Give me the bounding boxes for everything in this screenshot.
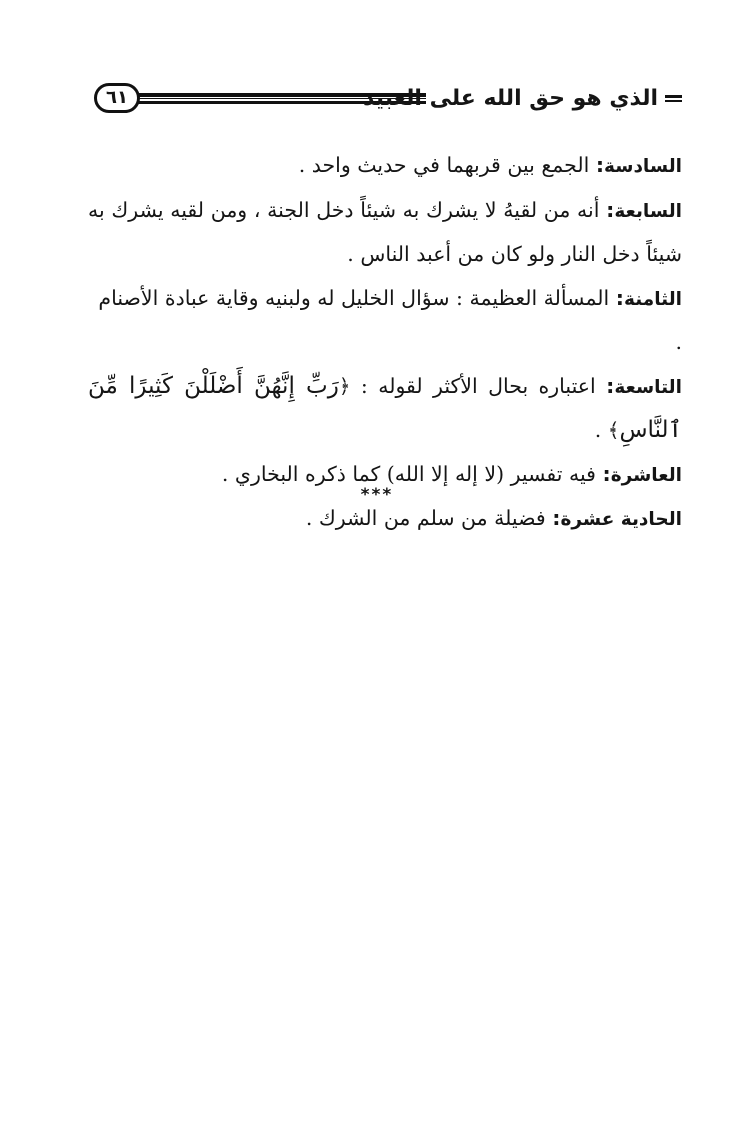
issue-label: العاشرة [610,464,682,486]
label-colon: : [606,197,615,222]
label-colon: : [602,461,611,486]
issue-text: أنه من لقيهُ لا يشرك به شيئاً دخل الجنة ، ومن لقيه يشرك به شيئاً دخل النار ولو كان من أعبد الناس . [88,197,682,266]
label-colon: : [615,285,624,310]
label-colon: : [552,506,561,530]
running-title: الذي هو حق الله على العبيد [363,86,658,111]
issue-label: السادسة [604,156,682,177]
issue-label: الثامنة [623,288,682,310]
issue-text: اعتباره بحال الأكثر لقوله : [360,373,596,398]
verse-open-bracket: ﴿ [338,373,351,398]
issue-text: فضيلة من سلم من الشرك . [305,506,546,530]
issue-text: فيه تفسير (لا إله إلا الله) كما ذكره البخاري . [221,461,596,486]
header-end-mark [665,95,682,102]
issue-item [88,277,682,365]
issue-label: التاسعة [614,376,682,398]
verse-end-period: . [594,418,602,442]
section-separator: *** [360,485,394,505]
issue-item [88,365,682,453]
page-number: ٦١ [94,83,140,113]
label-colon: : [606,373,615,398]
issue-label: السابعة [614,200,682,222]
label-colon: : [595,153,605,177]
verse-close-bracket: ﴾ [607,418,620,442]
issue-item [88,189,682,277]
issue-text: الجمع بين قربهما في حديث واحد . [298,153,590,177]
issue-label: الحادية عشرة [560,509,682,530]
running-header [94,82,682,118]
issue-text: المسألة العظيمة : سؤال الخليل له ولبنيه وقاية عبادة الأصنام . [98,285,682,354]
issue-item [88,144,682,189]
quran-verse: رَبِّ إِنَّهُنَّ أَضْلَلْنَ كَثِيرًا مِّنَ ٱلنَّاسِ [88,372,682,443]
